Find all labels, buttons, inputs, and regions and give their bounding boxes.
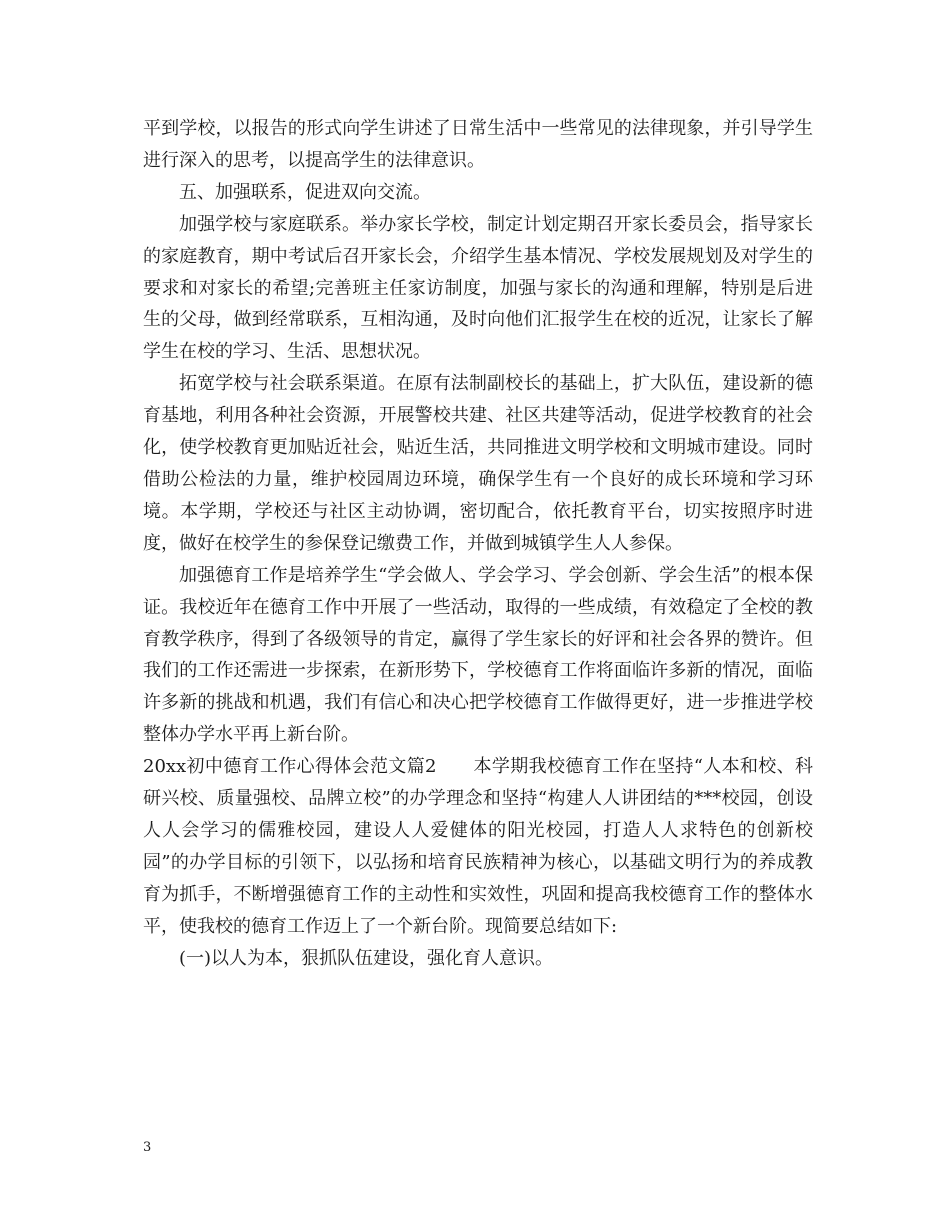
paragraph-home-school: 加强学校与家庭联系。举办家长学校，制定计划定期召开家长委员会，指导家长的家庭教育，期中考试后召开家长会，介绍学生基本情况、学校发展规划及对学生的要求和对家长的希望;完善班主任家访制度，加强与家长的沟通和理解，特别是后进生的父母，做到经常联系，互相沟通，及时向他们汇报学生在校的近况，让家长了解学生在校的学习、生活、思想状况。 [143, 213, 813, 363]
paragraph-legal-report: 平到学校，以报告的形式向学生讲述了日常生活中一些常见的法律现象，并引导学生进行深入的思考，以提高学生的法律意识。 [143, 118, 813, 171]
paragraph-moral-education-summary: 加强德育工作是培养学生“学会做人、学会学习、学会创新、学会生活”的根本保证。我校近年在德育工作中开展了一些活动，取得的一些成绩，有效稳定了全校的教育教学秩序，得到了各级领导的肯定，赢得了学生家长的好评和社会各界的赞许。但我们的工作还需进一步探索，在新形势下，学校德育工作将面临许多新的情况，面临许多新的挑战和机遇，我们有信心和决心把学校德育工作做得更好，进一步推进学校整体办学水平再上新台阶。 [143, 564, 813, 746]
section-heading-five: 五、加强联系，促进双向交流。 [179, 181, 431, 203]
document-body [143, 113, 813, 974]
subsection-heading-one: (一)以人为本，狠抓队伍建设，强化育人意识。 [179, 947, 554, 969]
paragraph-school-society: 拓宽学校与社会联系渠道。在原有法制副校长的基础上，扩大队伍，建设新的德育基地，利用各种社会资源，开展警校共建、社区共建等活动，促进学校教育的社会化，使学校教育更加贴近社会，贴近生活，共同推进文明学校和文明城市建设。同时借助公检法的力量，维护校园周边环境，确保学生有一个良好的成长环境和学习环境。本学期，学校还与社区主动协调，密切配合，依托教育平台，切实按照序时进度，做好在校学生的参保登记缴费工作，并做到城镇学生人人参保。 [143, 373, 813, 554]
page-number: 3 [143, 1140, 152, 1155]
paragraph-article-two-intro: 20xx初中德育工作心得体会范文篇2 本学期我校德育工作在坚持“人本和校、科研兴校、质量强校、品牌立校”的办学理念和坚持“构建人人讲团结的***校园，创设人人会学习的儒雅校园，建设人人爱健体的阳光校园，打造人人求特色的创新校园”的办学目标的引领下，以弘扬和培育民族精神为核心，以基础文明行为的养成教育为抓手，不断增强德育工作的主动性和实效性，巩固和提高我校德育工作的整体水平，使我校的德育工作迈上了一个新台阶。现简要总结如下: [143, 756, 813, 937]
